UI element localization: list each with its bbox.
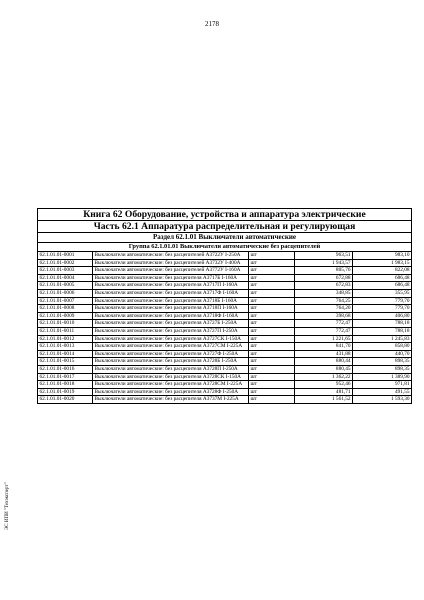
table-row	[38, 267, 412, 275]
cell-unit: шт	[249, 343, 295, 351]
cell-price-2: 788,18	[353, 320, 412, 328]
cell-unit: шт	[249, 282, 295, 290]
cell-name: Выключатели автоматические: без расцепителей А3772У I-160А	[93, 267, 249, 275]
cell-price-1: 880,45	[295, 365, 353, 373]
cell-price-2: 686,48	[353, 274, 412, 282]
cell-code: 62.1.01.01-0006	[38, 289, 93, 297]
cell-unit: шт	[249, 274, 295, 282]
cell-price-2: 686,48	[353, 282, 412, 290]
cell-name: Выключатели автоматические: без расцепителя А3727Ф I-250А	[93, 350, 249, 358]
cell-price-2: 779,70	[353, 305, 412, 313]
cell-unit: шт	[249, 312, 295, 320]
cell-price-2: 406,80	[353, 312, 412, 320]
cell-unit: шт	[249, 388, 295, 396]
cell-name: Выключатели автоматические: без расцепителя А3727СМ I-225А	[93, 343, 249, 351]
cell-price-2: 898,35	[353, 358, 412, 366]
cell-unit: шт	[249, 289, 295, 297]
cell-price-1: 880,44	[295, 358, 353, 366]
cell-unit: шт	[249, 396, 295, 404]
cell-code: 62.1.01.01-0014	[38, 350, 93, 358]
cell-price-2: 440,70	[353, 350, 412, 358]
cell-price-2: 788,18	[353, 327, 412, 335]
table-row	[38, 274, 412, 282]
table-row	[38, 335, 412, 343]
table-row	[38, 312, 412, 320]
cell-price-1: 672,83	[295, 282, 353, 290]
cell-name: Выключатели автоматические: без расцепителя А3717П I-160А	[93, 282, 249, 290]
cell-price-2: 779,70	[353, 297, 412, 305]
table-row	[38, 289, 412, 297]
table-row	[38, 320, 412, 328]
cell-price-2: 983,10	[353, 252, 412, 260]
cell-code: 62.1.01.01-0019	[38, 388, 93, 396]
cell-price-1: 348,85	[295, 289, 353, 297]
cell-price-1: 1 943,57	[295, 259, 353, 267]
cell-price-1: 841,70	[295, 343, 353, 351]
table-row	[38, 365, 412, 373]
table-row	[38, 388, 412, 396]
cell-price-2: 355,95	[353, 289, 412, 297]
cell-code: 62.1.01.01-0013	[38, 343, 93, 351]
cell-name: Выключатели автоматические: без расцепителя А3727П I-250А	[93, 327, 249, 335]
cell-code: 62.1.01.01-0011	[38, 327, 93, 335]
cell-name: Выключатели автоматические: без расцепителя А3728СК I-150А	[93, 373, 249, 381]
table-row	[38, 252, 412, 260]
cell-price-1: 805,76	[295, 267, 353, 275]
cell-price-2: 1 389,90	[353, 373, 412, 381]
cell-unit: шт	[249, 373, 295, 381]
cell-name: Выключатели автоматические: без расцепителя А3727СК I-150А	[93, 335, 249, 343]
table-row	[38, 305, 412, 313]
cell-price-2: 858,80	[353, 343, 412, 351]
cell-unit: шт	[249, 259, 295, 267]
cell-code: 62.1.01.01-0012	[38, 335, 93, 343]
cell-name: Выключатели автоматические: без расцепителя А3718Б I-160А	[93, 297, 249, 305]
price-table-body	[38, 209, 412, 404]
cell-code: 62.1.01.01-0020	[38, 396, 93, 404]
cell-price-1: 772,47	[295, 327, 353, 335]
side-note: ЭС ИПИ "Техэксперт"	[5, 482, 10, 530]
page-number: 2178	[205, 20, 219, 28]
section-title: Раздел 62.1.01 Выключатели автоматические	[38, 233, 412, 243]
cell-code: 62.1.01.01-0008	[38, 305, 93, 313]
cell-code: 62.1.01.01-0007	[38, 297, 93, 305]
cell-price-1: 764,25	[295, 297, 353, 305]
cell-price-1: 764,20	[295, 305, 353, 313]
table-row	[38, 373, 412, 381]
cell-unit: шт	[249, 381, 295, 389]
table-row	[38, 350, 412, 358]
cell-price-1: 1 221,65	[295, 335, 353, 343]
cell-price-2: 971,81	[353, 381, 412, 389]
cell-name: Выключатели автоматические: без расцепителя А3717Б I-160А	[93, 274, 249, 282]
book-title: Книга 62 Оборудование, устройства и аппаратура электрические	[38, 209, 412, 221]
table-row	[38, 327, 412, 335]
table-row	[38, 381, 412, 389]
cell-price-2: 491,55	[353, 388, 412, 396]
cell-price-1: 1 561,52	[295, 396, 353, 404]
cell-name: Выключатели автоматические: без расцепителя А3718П I-160А	[93, 305, 249, 313]
cell-name: Выключатели автоматические: без расцепителя А3727Б I-250А	[93, 320, 249, 328]
cell-name: Выключатели автоматические: без расцепителя А3717Ф I-160А	[93, 289, 249, 297]
cell-unit: шт	[249, 358, 295, 366]
cell-unit: шт	[249, 365, 295, 373]
cell-price-1: 672,88	[295, 274, 353, 282]
table-row	[38, 343, 412, 351]
cell-price-1: 952,46	[295, 381, 353, 389]
cell-code: 62.1.01.01-0016	[38, 365, 93, 373]
cell-name: Выключатели автоматические: без расцепителей А3732У I-400А	[93, 259, 249, 267]
cell-unit: шт	[249, 252, 295, 260]
cell-unit: шт	[249, 327, 295, 335]
cell-price-1: 772,47	[295, 320, 353, 328]
table-row	[38, 358, 412, 366]
cell-unit: шт	[249, 297, 295, 305]
cell-unit: шт	[249, 335, 295, 343]
cell-code: 62.1.01.01-0010	[38, 320, 93, 328]
cell-unit: шт	[249, 305, 295, 313]
cell-code: 62.1.01.01-0017	[38, 373, 93, 381]
cell-name: Выключатели автоматические: без расцепителя А3718Ф I-160А	[93, 312, 249, 320]
cell-unit: шт	[249, 267, 295, 275]
cell-price-1: 1 362,22	[295, 373, 353, 381]
cell-price-2: 822,08	[353, 267, 412, 275]
cell-code: 62.1.01.01-0003	[38, 267, 93, 275]
table-row	[38, 297, 412, 305]
cell-code: 62.1.01.01-0009	[38, 312, 93, 320]
cell-price-2: 1 593,30	[353, 396, 412, 404]
part-title: Часть 62.1 Аппаратура распределительная и регулирующая	[38, 221, 412, 233]
cell-code: 62.1.01.01-0002	[38, 259, 93, 267]
cell-name: Выключатели автоматические: без расцепителей А3722У I-250А	[93, 252, 249, 260]
cell-price-1: 963,51	[295, 252, 353, 260]
cell-price-1: 481,71	[295, 388, 353, 396]
cell-code: 62.1.01.01-0018	[38, 381, 93, 389]
price-table	[37, 208, 412, 404]
cell-price-1: 431,88	[295, 350, 353, 358]
cell-name: Выключатели автоматические: без расцепителя А3728Б I-250А	[93, 358, 249, 366]
cell-price-2: 1 983,15	[353, 259, 412, 267]
table-row	[38, 396, 412, 404]
table-row	[38, 282, 412, 290]
cell-code: 62.1.01.01-0015	[38, 358, 93, 366]
cell-name: Выключатели автоматические: без расцепителя А3728Ф I-250А	[93, 388, 249, 396]
cell-name: Выключатели автоматические: без расцепителя А3728П I-250А	[93, 365, 249, 373]
cell-name: Выключатели автоматические: без расцепителя А3728СМ I-225А	[93, 381, 249, 389]
cell-name: Выключатели автоматические: без расцепителя А3737М I-225А	[93, 396, 249, 404]
group-title: Группа 62.1.01.01 Выключатели автоматические без расцепителей	[38, 243, 412, 252]
cell-code: 62.1.01.01-0004	[38, 274, 93, 282]
table-row	[38, 259, 412, 267]
cell-price-2: 898,35	[353, 365, 412, 373]
cell-unit: шт	[249, 320, 295, 328]
cell-price-1: 398,68	[295, 312, 353, 320]
cell-code: 62.1.01.01-0005	[38, 282, 93, 290]
cell-price-2: 1 245,83	[353, 335, 412, 343]
cell-unit: шт	[249, 350, 295, 358]
cell-code: 62.1.01.01-0001	[38, 252, 93, 260]
